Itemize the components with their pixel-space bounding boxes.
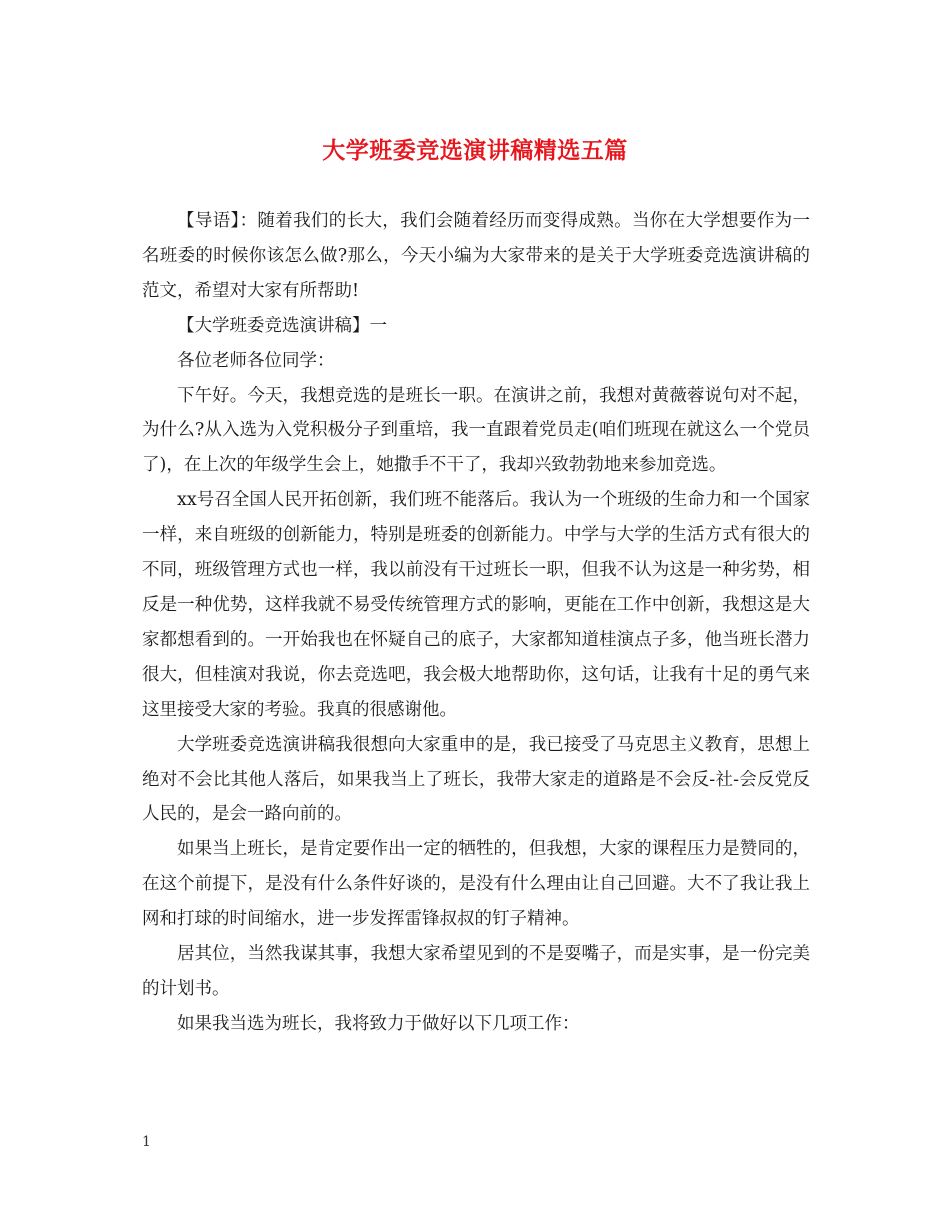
body-paragraph: 大学班委竞选演讲稿我很想向大家重申的是，我已接受了马克思主义教育，思想上绝对不会比其他人落后，如果我当上了班长，我带大家走的道路是不会反-社-会反党反人民的，是会一路向前的。 <box>142 734 810 825</box>
intro-paragraph: 【导语】：随着我们的长大，我们会随着经历而变得成熟。当你在大学想要作为一名班委的时候你该怎么做?那么，今天小编为大家带来的是关于大学班委竞选演讲稿的范文，希望对大家有所帮助! <box>142 211 810 301</box>
section-heading: 【大学班委竞选演讲稿】一 <box>177 315 387 336</box>
body-paragraph: xx号召全国人民开拓创新，我们班不能落后。我认为一个班级的生命力和一个国家一样，来自班级的创新能力，特别是班委的创新能力。中学与大学的生活方式有很大的不同，班级管理方式也一样，我以前没有干过班长一职，但我不认为这是一种劣势，相反是一种优势，这样我就不易受传统管理方式的影响，更能在工作中创新，我想这是大家都想看到的。一开始我也在怀疑自己的底子，大家都知道桂演点子多，他当班长潜力很大，但桂演对我说，你去竞选吧，我会极大地帮助你，这句话，让我有十足的勇气来这里接受大家的考验。我真的很感谢他。 <box>142 490 810 720</box>
document-title: 大学班委竞选演讲稿精选五篇 <box>322 137 628 164</box>
body-paragraph: 如果当上班长，是肯定要作出一定的牺牲的，但我想，大家的课程压力是赞同的，在这个前提下，是没有什么条件好谈的，是没有什么理由让自己回避。大不了我让我上网和打球的时间缩水，进一步发挥雷锋叔叔的钉子精神。 <box>142 839 810 930</box>
body-paragraph: 下午好。今天，我想竞选的是班长一职。在演讲之前，我想对黄薇蓉说句对不起，为什么?从入选为入党积极分子到重培，我一直跟着党员走(咱们班现在就这么一个党员了)，在上次的年级学生会上，她撒手不干了，我却兴致勃勃地来参加竞选。 <box>142 385 810 476</box>
document-body <box>142 204 810 1042</box>
greeting-paragraph: 各位老师各位同学： <box>177 350 335 371</box>
page-number: 1 <box>142 1134 151 1150</box>
body-paragraph: 居其位，当然我谋其事，我想大家希望见到的不是耍嘴子，而是实事，是一份完美的计划书。 <box>142 944 810 999</box>
body-paragraph: 如果我当选为班长，我将致力于做好以下几项工作： <box>177 1013 580 1034</box>
